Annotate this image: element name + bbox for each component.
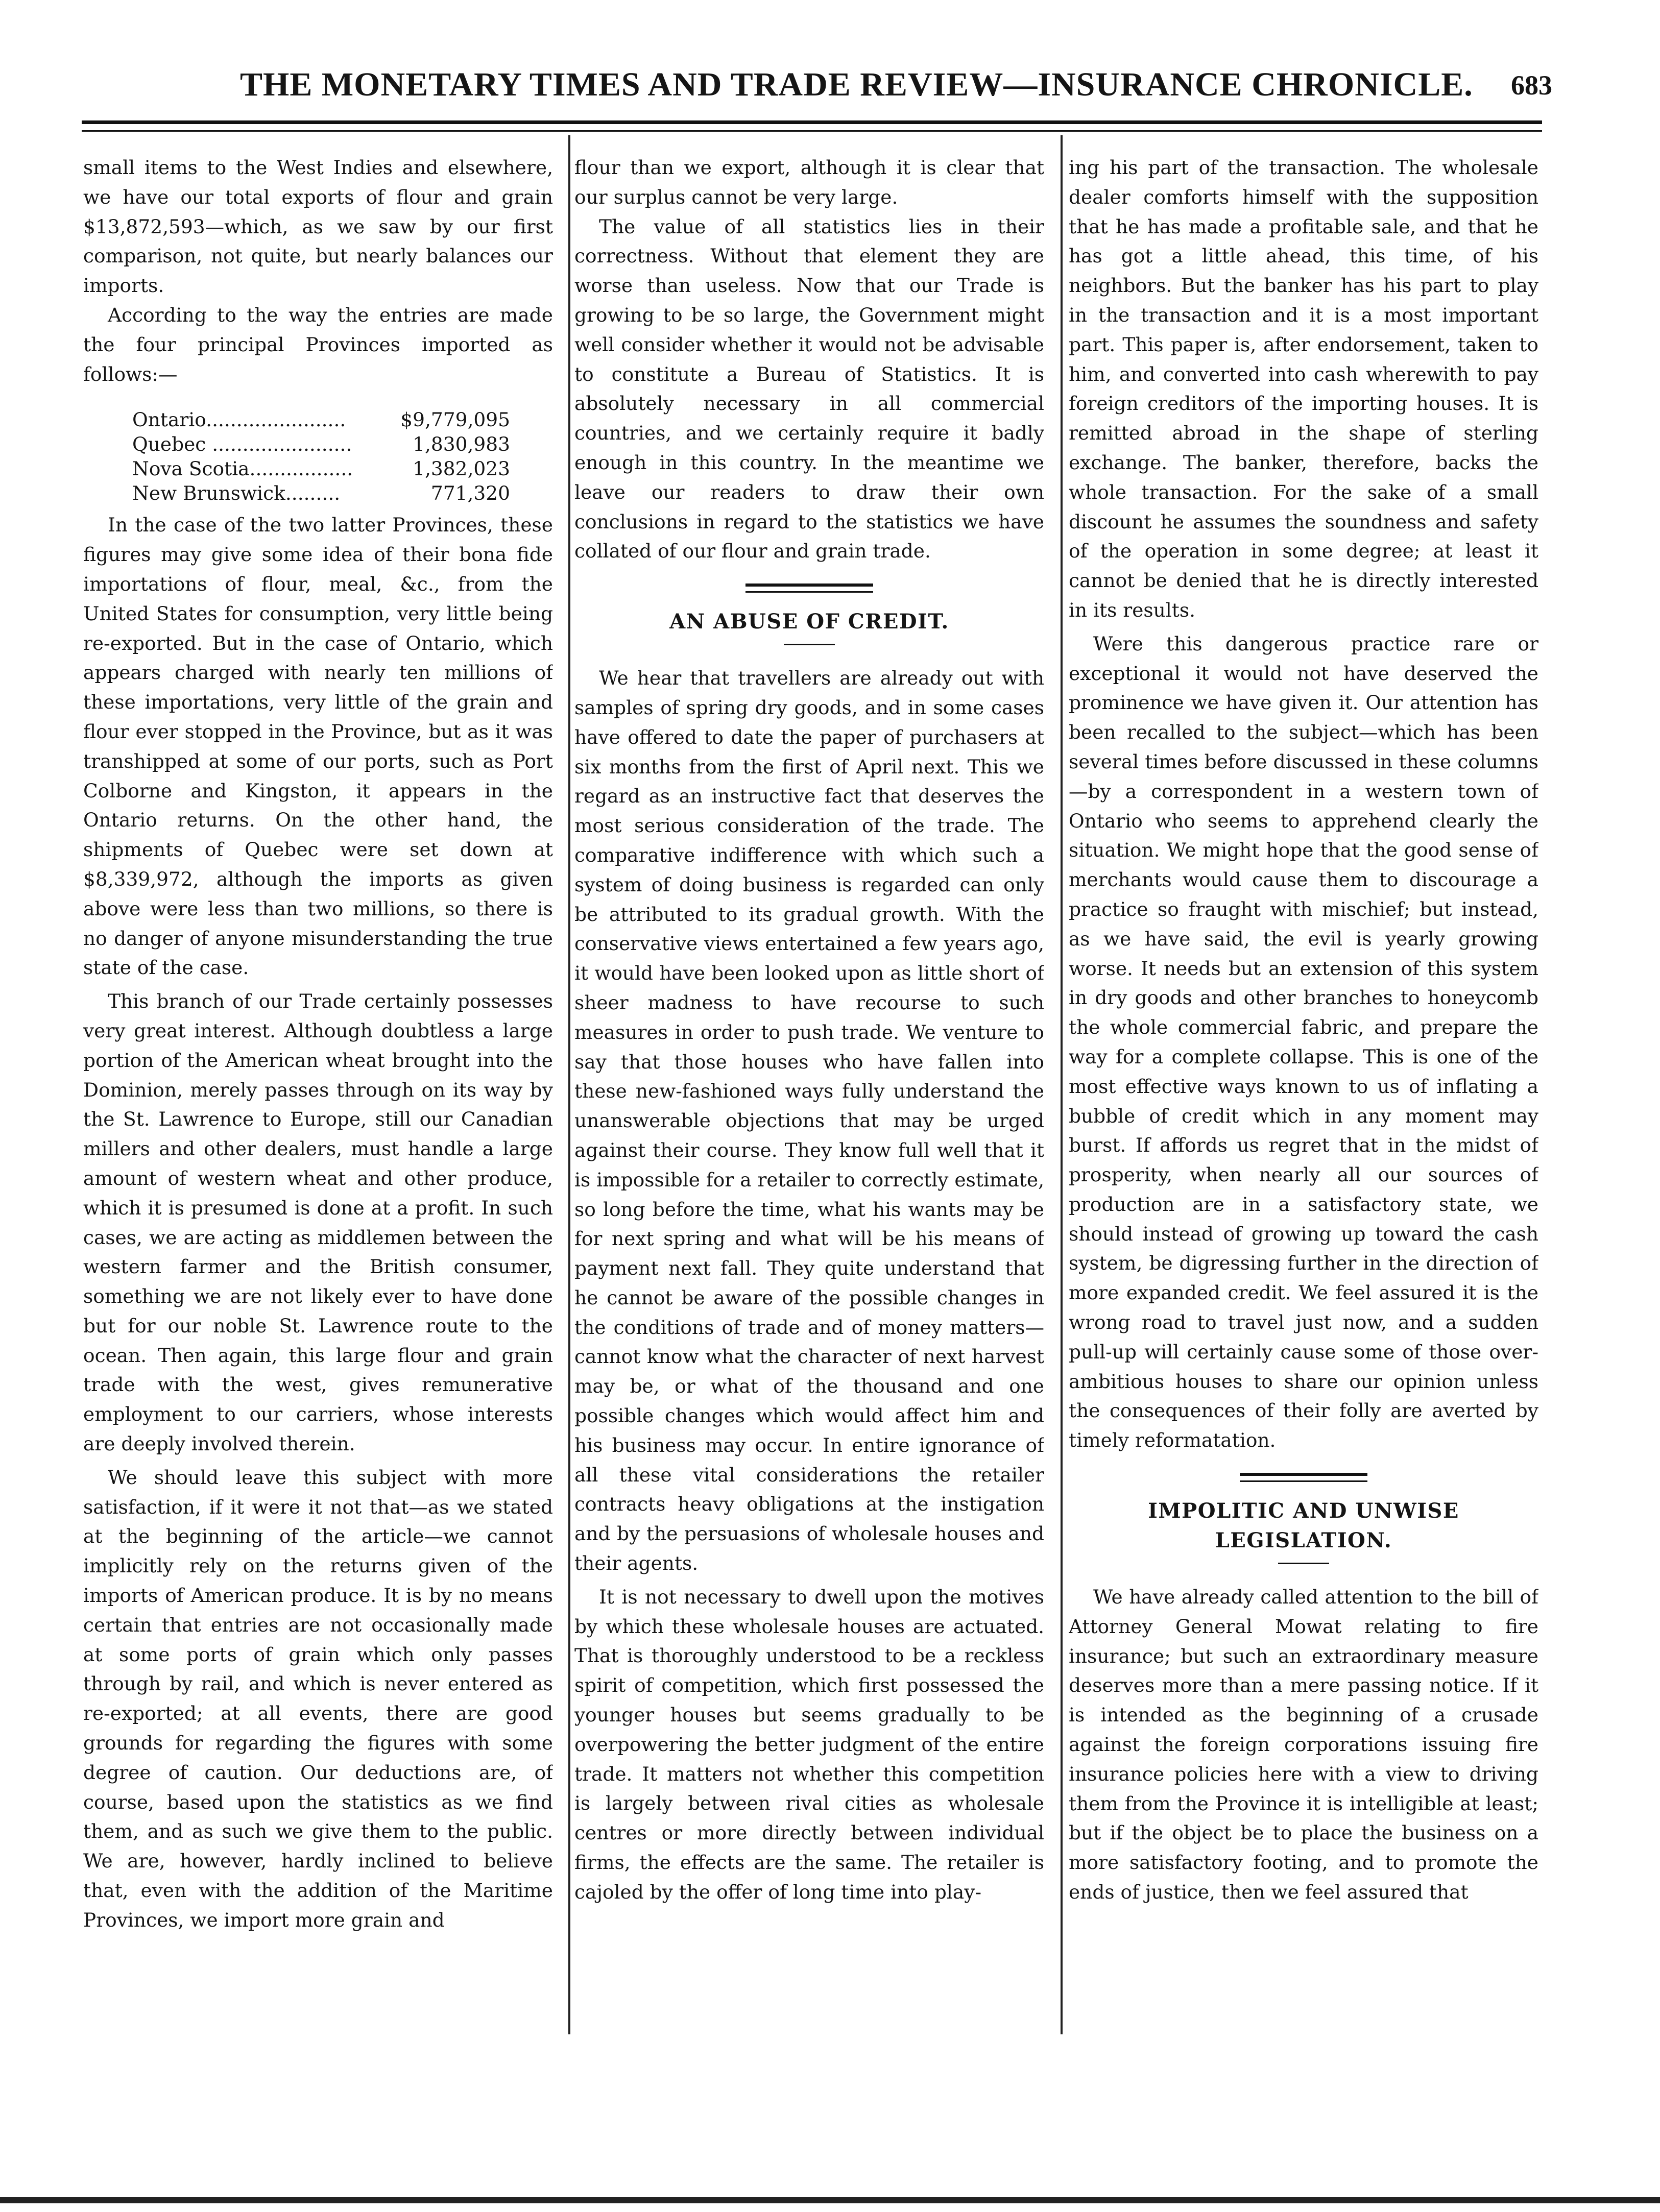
column-3 [1069,153,1538,2042]
column-divider [568,135,570,2034]
heading-rule [784,644,835,645]
header-rule [82,120,1542,132]
paragraph: The value of all statistics lies in their correctness. Without that element they are worse than useless. Now that our Trade is growing to be so large, the Government might well consider whether it would not be advisable to constitute a Bureau of Statistics. It is absolutely necessary in all commercial countries, and we certainly require it badly enough in this country. In the meantime we leave our readers to draw their own conclusions in regard to the statistics we have collated of our flour and grain trade. [574,215,1044,563]
province-name: New Brunswick......... [132,482,341,505]
paragraph: This branch of our Trade certainly possesses very great interest. Although doubtless a large portion of the American wheat brought into the Dominion, merely passes through on its way by the St. Lawrence to Europe, still our Canadian millers and other dealers, must handle a large amount of western wheat and other produce, which it is presumed is done at a profit. In such cases, we are acting as middlemen between the western farmer and the British consumer, something we are not likely ever to have done but for our noble St. Lawrence route to the ocean. Then again, this large flour and grain trade with the west, gives remunerative employment to our carriers, whose interests are deeply involved therein. [83,990,553,1455]
paragraph: small items to the West Indies and elsewhere, we have our total exports of flour and grain $13,872,593—which, as we saw by our first comparison, not quite, but nearly balances our imports. [83,156,553,297]
page-header [82,65,1552,111]
paragraph: We should leave this subject with more satisfaction, if it were it not that—as we stated at the beginning of the article—we cannot implicitly rely on the returns given of the imports of American produce. It is by no means certain that entries are not occasionally made at some ports of grain which only passes through by rail, and which is never entered as re-exported; at all events, there are good grounds for regarding the figures with some degree of caution. Our deductions are, of course, based upon the statistics as we find them, and as such we give them to the public. We are, however, hardly inclined to believe that, even with the addition of the Maritime Provinces, we import more grain and [83,1466,553,1931]
heading-rule [1278,1563,1329,1564]
paragraph: We have already called attention to the bill of Attorney General Mowat relating to fire insurance; but such an extraordinary measure deserves more than a mere passing notice. If it is intended as the beginning of a crusade against the foreign corporations issuing fire insurance policies here with a view to driving them from the Province it is intelligible at least; but if the object be to place the business on a more satisfactory footing, and to promote the ends of justice, then we feel assured that [1069,1586,1538,1904]
province-name: Quebec ....................... [132,433,352,456]
page-number: 683 [1511,70,1552,101]
imports-row [132,456,510,481]
section-heading: AN ABUSE OF CREDIT. [669,610,949,634]
section-heading: IMPOLITIC AND UNWISE LEGISLATION. [1148,1499,1459,1553]
paragraph: Were this dangerous practice rare or exceptional it would not have deserved the prominence we have given it. Our attention has been recalled to the subject—which has been several times before discussed in these columns—by a correspondent in a western town of Ontario who seems to apprehend clearly the situation. We might hope that the good sense of merchants would cause them to discourage a practice so fraught with mischief; but instead, as we have said, the evil is yearly growing worse. It needs but an extension of this system in dry goods and other branches to honeycomb the whole commercial fabric, and prepare the way for a complete collapse. This is one of the most effective ways known to us of inflating a bubble of credit which in any moment may burst. If affords us regret that in the midst of prosperity, when nearly all our sources of production are in a satisfactory state, we should instead of growing up toward the cash system, be digressing further in the direction of more expanded credit. We feel assured it is the wrong road to travel just now, and a sudden pull-up will certainly cause some of those over-ambitious houses to share our opinion unless the consequences of their folly are averted by timely reformatation. [1069,632,1538,1452]
import-amount: 1,382,023 [413,457,510,480]
paragraph: We hear that travellers are already out with samples of spring dry goods, and in some cases have offered to date the paper of purchasers at six months from the first of April next. This we regard as an instructive fact that deserves the most serious consideration of the trade. The comparative indifference with which such a system of doing business is regarded can only be attributed to its gradual growth. With the conservative views entertained a few years ago, it would have been looked upon as little short of sheer madness to have recourse to such measures in order to push trade. We venture to say that those houses who have fallen into these new-fashioned ways fully understand the unanswerable objections that may be urged against their course. They know full well that it is impossible for a retailer to correctly estimate, so long before the time, what his wants may be for next spring and what will be his means of payment next fall. They quite understand that he cannot be aware of the possible changes in the conditions of trade and of money matters—cannot know what the character of next harvest may be, or what of the thousand and one possible changes which would affect him and his business may occur. In entire ignorance of all these vital considerations the retailer contracts heavy obligations at the instigation and by the persuasions of wholesale houses and their agents. [574,667,1044,1575]
imports-table [132,407,510,505]
import-amount: $9,779,095 [400,408,510,431]
column-1 [83,153,553,2042]
page-bottom-edge [0,2197,1660,2203]
section-separator [745,584,873,593]
imports-row [132,407,510,432]
running-title: THE MONETARY TIMES AND TRADE REVIEW—INSURANCE CHRONICLE. [240,66,1473,103]
column-2 [574,153,1044,2042]
paragraph: flour than we export, although it is clear that our surplus cannot be very large. [574,156,1044,208]
column-divider [1061,135,1063,2034]
import-amount: 771,320 [430,482,510,505]
paragraph: In the case of the two latter Provinces, these figures may give some idea of their bona fide importations of flour, meal, &c., from the United States for consumption, very little being re-exported. But in the case of Ontario, which appears charged with nearly ten millions of these importations, very little of the grain and flour ever stopped in the Province, but as it was transhipped at some of our ports, such as Port Colborne and Kingston, it appears in the Ontario returns. On the other hand, the shipments of Quebec were set down at $8,339,972, although the imports as given above were less than two millions, so there is no danger of anyone misunderstanding the true state of the case. [83,514,553,979]
paragraph: ing his part of the transaction. The wholesale dealer comforts himself with the supposition that he has made a profitable sale, and that he has got a little ahead, this time, of his neighbors. But the banker has his part to play in the transaction and it is a most important part. This paper is, after endorsement, taken to him, and converted into cash wherewith to pay foreign creditors of the importing houses. It is remitted abroad in the shape of sterling exchange. The banker, therefore, backs the whole transaction. For the sake of a small discount he assumes the soundness and safety of the operation in some degree; at least it cannot be denied that he is directly interested in its results. [1069,156,1538,621]
province-name: Ontario....................... [132,408,346,431]
paragraph: According to the way the entries are made the four principal Provinces imported as follows:— [83,303,553,385]
section-separator [1240,1473,1367,1482]
paragraph: It is not necessary to dwell upon the motives by which these wholesale houses are actuated. That is thoroughly understood to be a reckless spirit of competition, which first possessed the younger houses but seems gradually to be overpowering the better judgment of the entire trade. It matters not whether this competition is largely between rival cities as wholesale centres or more directly between individual firms, the effects are the same. The retailer is cajoled by the offer of long time into play- [574,1585,1044,1903]
import-amount: 1,830,983 [413,433,510,456]
imports-row [132,481,510,505]
imports-row [132,432,510,456]
province-name: Nova Scotia................. [132,457,353,480]
